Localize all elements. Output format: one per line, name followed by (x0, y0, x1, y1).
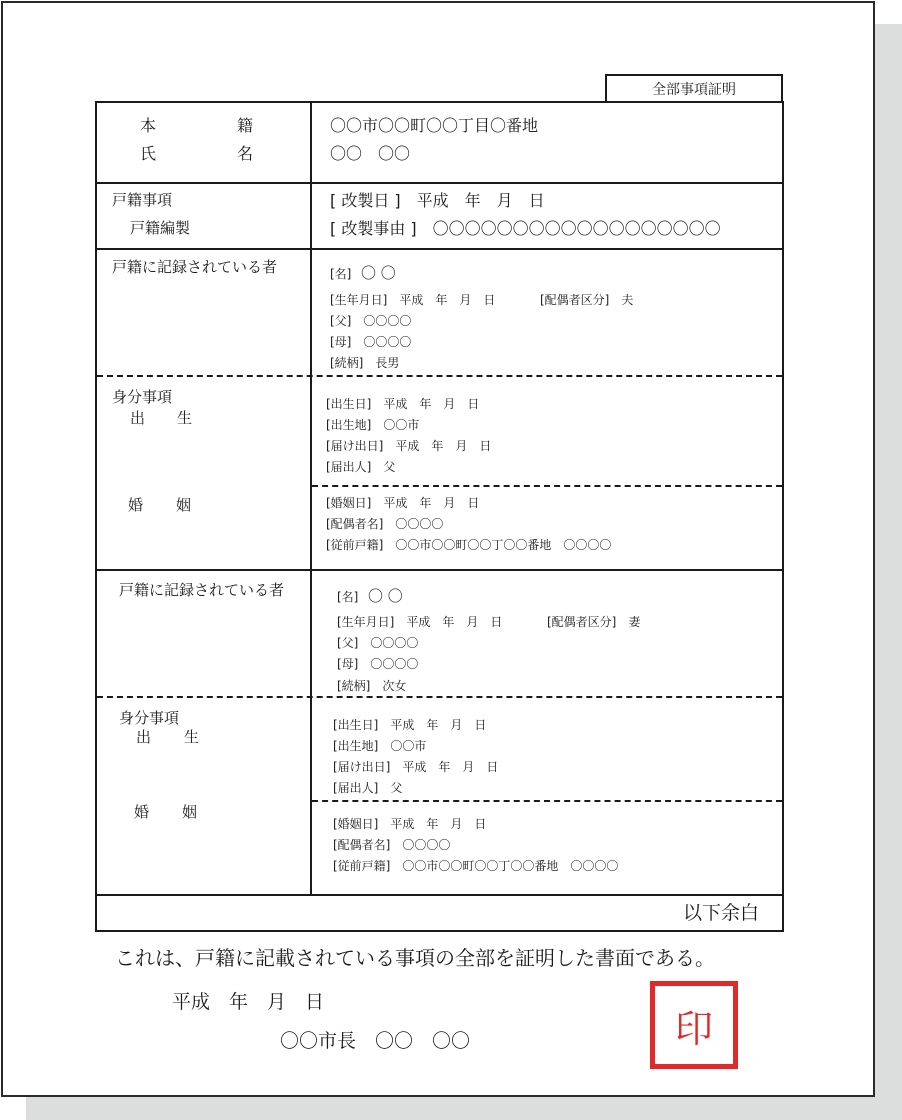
certificate-label: 全部事項証明 (605, 74, 783, 103)
person-1-birth-row: [生年月日] 平成 年 月 日 (330, 293, 496, 307)
person-2-name-label: [名] (337, 590, 359, 604)
official-seal (650, 981, 738, 1069)
person-1-name-value: 〇 〇 (361, 264, 396, 282)
person-2-name-value: 〇 〇 (368, 587, 403, 605)
person-2-father: [父] 〇〇〇〇 (337, 636, 419, 650)
shimei-label-2: 名 (237, 144, 254, 163)
certification-statement: これは、戸籍に記載されている事項の全部を証明した書面である。 (115, 946, 715, 970)
person-1-name-label: [名] (330, 267, 352, 281)
shimei-value: 〇〇 〇〇 (330, 144, 411, 163)
person-1-marriage-line: [配偶者名] 〇〇〇〇 (326, 517, 444, 531)
person-2-birth-row: [生年月日] 平成 年 月 日 (337, 615, 503, 629)
person-2-birth-line: [届け出日] 平成 年 月 日 (333, 760, 499, 774)
person-1-marriage-line: [婚姻日] 平成 年 月 日 (326, 496, 480, 510)
person-1-spouse-class: [配偶者区分] 夫 (540, 293, 634, 307)
seal-character: 印 (674, 1006, 713, 1051)
remainder-label: 以下余白 (683, 902, 760, 924)
person-1-birth-label-1: 出 (130, 409, 146, 427)
person-1-marriage-label-1: 婚 (128, 496, 144, 514)
person-2-header: 戸籍に記録されている者 (119, 581, 285, 599)
person-2-marriage-label-2: 姻 (182, 803, 198, 821)
honseki-value: 〇〇市〇〇町〇〇丁目〇番地 (330, 116, 539, 135)
koseki-section-label: 戸籍事項 (112, 191, 173, 209)
person-2-marriage-line: [従前戸籍] 〇〇市〇〇町〇〇丁〇〇番地 〇〇〇〇 (333, 859, 619, 873)
person-1-header: 戸籍に記録されている者 (112, 258, 278, 276)
person-1-father: [父] 〇〇〇〇 (330, 314, 412, 328)
person-1-status-label: 身分事項 (112, 388, 173, 406)
person-1-marriage-line: [従前戸籍] 〇〇市〇〇町〇〇丁〇〇番地 〇〇〇〇 (326, 538, 612, 552)
person-2-marriage-line: [婚姻日] 平成 年 月 日 (333, 817, 487, 831)
person-2-marriage-label-1: 婚 (134, 803, 150, 821)
honseki-label-1: 本 (140, 116, 157, 135)
person-2-birth-label-1: 出 (136, 728, 152, 746)
person-1-birth-label-2: 生 (177, 409, 193, 427)
person-2-marriage-line: [配偶者名] 〇〇〇〇 (333, 838, 451, 852)
honseki-label-2: 籍 (237, 116, 254, 135)
person-2-mother: [母] 〇〇〇〇 (337, 657, 419, 671)
koseki-revision-date: [ 改製日 ] 平成 年 月 日 (330, 191, 545, 210)
person-1-birth-line: [届け出日] 平成 年 月 日 (326, 439, 492, 453)
person-2-birth-line: [出生日] 平成 年 月 日 (333, 718, 487, 732)
issue-date: 平成 年 月 日 (172, 991, 325, 1013)
person-2-birth-line: [出生地] 〇〇市 (333, 739, 427, 753)
person-2-birth-line: [届出人] 父 (333, 781, 403, 795)
person-2-birth-label-2: 生 (184, 728, 200, 746)
person-2-spouse-class: [配偶者区分] 妻 (547, 615, 641, 629)
person-1-birth-line: [出生日] 平成 年 月 日 (326, 397, 480, 411)
person-1-relation: [続柄] 長男 (330, 356, 400, 370)
person-1-marriage-label-2: 姻 (176, 496, 192, 514)
person-1-mother: [母] 〇〇〇〇 (330, 335, 412, 349)
koseki-sub-label: 戸籍編製 (130, 219, 191, 237)
mayor-signature: 〇〇市長 〇〇 〇〇 (280, 1030, 471, 1052)
koseki-revision-reason: [ 改製事由 ] 〇〇〇〇〇〇〇〇〇〇〇〇〇〇〇〇〇〇 (330, 219, 721, 238)
shimei-label-1: 氏 (140, 144, 157, 163)
person-1-birth-line: [届出人] 父 (326, 460, 396, 474)
person-1-birth-line: [出生地] 〇〇市 (326, 418, 420, 432)
person-2-relation: [続柄] 次女 (337, 679, 407, 693)
person-2-status-label: 身分事項 (119, 709, 180, 727)
